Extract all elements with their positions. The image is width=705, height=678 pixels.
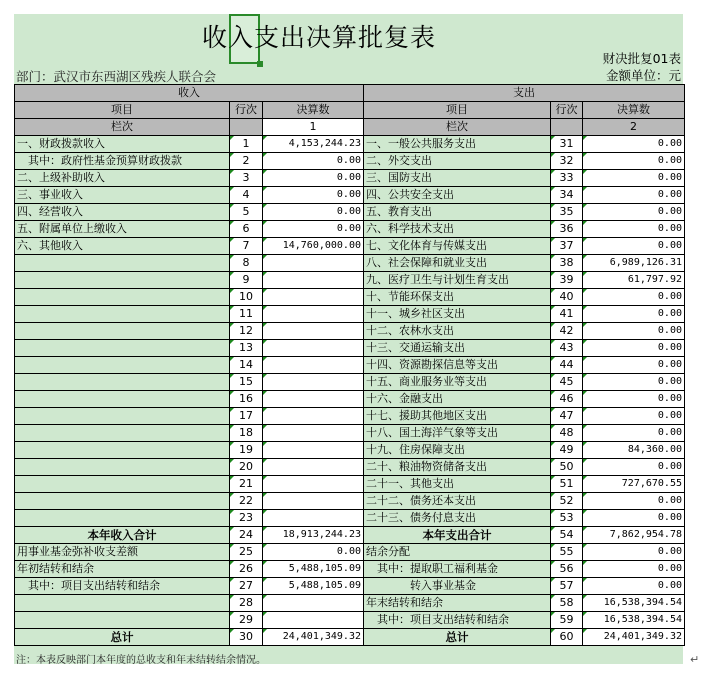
expense-amount-cell[interactable]: 0.00	[583, 374, 685, 391]
expense-rowno-cell[interactable]: 41	[551, 306, 583, 323]
expense-amount-cell[interactable]: 0.00	[583, 391, 685, 408]
income-item-cell[interactable]	[15, 306, 230, 323]
income-item-cell[interactable]: 其中：项目支出结转和结余	[15, 578, 230, 595]
return-mark: ↵	[690, 653, 700, 666]
income-amount-cell[interactable]	[263, 391, 364, 408]
income-item-cell[interactable]: 总计	[15, 629, 230, 646]
fill-handle[interactable]	[257, 61, 263, 67]
expense-amount-cell[interactable]: 0.00	[583, 561, 685, 578]
expense-item-cell[interactable]: 十三、交通运输支出	[364, 340, 551, 357]
table-row	[15, 323, 685, 340]
expense-rowno-cell[interactable]: 43	[551, 340, 583, 357]
income-amount-cell[interactable]: 0.00	[263, 544, 364, 561]
income-amount-cell[interactable]	[263, 459, 364, 476]
expense-amount-cell[interactable]: 0.00	[583, 425, 685, 442]
income-column-label: 栏次	[15, 119, 230, 136]
table-row	[15, 493, 685, 510]
income-amount-cell[interactable]	[263, 255, 364, 272]
income-item-cell[interactable]	[15, 374, 230, 391]
income-amount-cell[interactable]	[263, 476, 364, 493]
income-rowno-cell[interactable]: 13	[230, 340, 263, 357]
income-rowno-cell[interactable]: 12	[230, 323, 263, 340]
expense-rowno-cell[interactable]: 46	[551, 391, 583, 408]
expense-item-cell[interactable]: 六、科学技术支出	[364, 221, 551, 238]
table-row	[15, 476, 685, 493]
expense-rowno-cell[interactable]: 54	[551, 527, 583, 544]
expense-rowno-cell[interactable]: 36	[551, 221, 583, 238]
expense-amount-cell[interactable]: 0.00	[583, 510, 685, 527]
expense-item-cell[interactable]: 十七、援助其他地区支出	[364, 408, 551, 425]
expense-amount-cell[interactable]: 24,401,349.32	[583, 629, 685, 646]
expense-amount-cell[interactable]: 0.00	[583, 204, 685, 221]
income-amount-cell[interactable]: 0.00	[263, 187, 364, 204]
expense-item-cell[interactable]: 八、社会保障和就业支出	[364, 255, 551, 272]
income-amount-cell[interactable]	[263, 510, 364, 527]
report-title: 收入支出决算批复表	[202, 23, 437, 52]
expense-section-header: 支出	[364, 85, 685, 102]
income-amount-cell[interactable]	[263, 612, 364, 629]
expense-amount-cell[interactable]: 0.00	[583, 408, 685, 425]
expense-rowno-cell[interactable]: 40	[551, 289, 583, 306]
table-row	[15, 612, 685, 629]
income-rowno-cell[interactable]: 26	[230, 561, 263, 578]
income-rowno-cell[interactable]: 22	[230, 493, 263, 510]
income-amount-cell[interactable]	[263, 323, 364, 340]
table-row	[15, 527, 685, 544]
amount-unit: 金额单位：元	[605, 68, 681, 83]
expense-amount-cell[interactable]: 0.00	[583, 289, 685, 306]
expense-rowno-cell[interactable]: 33	[551, 170, 583, 187]
income-rowno-cell[interactable]: 2	[230, 153, 263, 170]
table-row	[15, 221, 685, 238]
income-rowno-cell[interactable]: 5	[230, 204, 263, 221]
table-row	[15, 289, 685, 306]
income-item-cell[interactable]	[15, 340, 230, 357]
table-row	[15, 204, 685, 221]
income-item-cell[interactable]: 用事业基金弥补收支差额	[15, 544, 230, 561]
expense-item-cell[interactable]: 九、医疗卫生与计划生育支出	[364, 272, 551, 289]
table-row	[15, 510, 685, 527]
budget-table	[14, 84, 685, 646]
income-amount-cell[interactable]	[263, 493, 364, 510]
expense-item-cell[interactable]: 本年支出合计	[364, 527, 551, 544]
expense-item-cell[interactable]: 十八、国土海洋气象等支出	[364, 425, 551, 442]
expense-rowno-cell[interactable]: 45	[551, 374, 583, 391]
column-index-row	[15, 119, 685, 136]
expense-amount-cell[interactable]: 7,862,954.78	[583, 527, 685, 544]
expense-item-cell[interactable]: 十二、农林水支出	[364, 323, 551, 340]
expense-rowno-cell[interactable]: 47	[551, 408, 583, 425]
income-rowno-cell[interactable]: 28	[230, 595, 263, 612]
income-item-cell[interactable]	[15, 272, 230, 289]
income-rowno-header: 行次	[230, 102, 263, 119]
expense-item-header: 项目	[364, 102, 551, 119]
table-row	[15, 629, 685, 646]
expense-rowno-cell[interactable]: 57	[551, 578, 583, 595]
income-item-cell[interactable]: 五、附属单位上缴收入	[15, 221, 230, 238]
income-rowno-cell[interactable]: 25	[230, 544, 263, 561]
income-item-cell[interactable]	[15, 612, 230, 629]
income-amount-cell[interactable]	[263, 306, 364, 323]
income-item-cell[interactable]	[15, 408, 230, 425]
expense-rowno-cell[interactable]: 58	[551, 595, 583, 612]
expense-rowno-cell[interactable]: 55	[551, 544, 583, 561]
income-rowno-cell[interactable]: 10	[230, 289, 263, 306]
expense-amount-cell[interactable]: 0.00	[583, 357, 685, 374]
expense-item-cell[interactable]: 三、国防支出	[364, 170, 551, 187]
expense-item-cell[interactable]: 十五、商业服务业等支出	[364, 374, 551, 391]
expense-item-cell[interactable]: 结余分配	[364, 544, 551, 561]
income-amount-cell[interactable]: 5,488,105.09	[263, 578, 364, 595]
income-amount-cell[interactable]	[263, 595, 364, 612]
table-row	[15, 561, 685, 578]
income-column-blank	[230, 119, 263, 136]
expense-column-label: 栏次	[364, 119, 551, 136]
income-amount-cell[interactable]: 14,760,000.00	[263, 238, 364, 255]
table-row	[15, 170, 685, 187]
income-rowno-cell[interactable]: 11	[230, 306, 263, 323]
expense-rowno-cell[interactable]: 35	[551, 204, 583, 221]
income-rowno-cell[interactable]: 18	[230, 425, 263, 442]
income-amount-cell[interactable]	[263, 340, 364, 357]
income-rowno-cell[interactable]: 19	[230, 442, 263, 459]
table-row	[15, 255, 685, 272]
expense-rowno-cell[interactable]: 31	[551, 136, 583, 153]
income-amount-cell[interactable]	[263, 289, 364, 306]
expense-rowno-cell[interactable]: 39	[551, 272, 583, 289]
table-row	[15, 578, 685, 595]
expense-rowno-header: 行次	[551, 102, 583, 119]
income-rowno-cell[interactable]: 30	[230, 629, 263, 646]
expense-amount-cell[interactable]: 16,538,394.54	[583, 612, 685, 629]
table-row	[15, 442, 685, 459]
income-section-header: 收入	[15, 85, 364, 102]
income-amount-cell[interactable]	[263, 374, 364, 391]
table-row	[15, 391, 685, 408]
expense-rowno-cell[interactable]: 52	[551, 493, 583, 510]
income-rowno-cell[interactable]: 8	[230, 255, 263, 272]
income-amount-cell[interactable]	[263, 357, 364, 374]
expense-item-cell[interactable]: 其中：提取职工福利基金	[364, 561, 551, 578]
expense-amount-cell[interactable]: 0.00	[583, 170, 685, 187]
table-row	[15, 374, 685, 391]
expense-item-cell[interactable]: 十四、资源勘探信息等支出	[364, 357, 551, 374]
income-rowno-cell[interactable]: 21	[230, 476, 263, 493]
table-row	[15, 187, 685, 204]
expense-item-cell[interactable]: 二十二、债务还本支出	[364, 493, 551, 510]
expense-amount-cell[interactable]: 61,797.92	[583, 272, 685, 289]
expense-amount-cell[interactable]: 0.00	[583, 221, 685, 238]
income-amount-cell[interactable]: 0.00	[263, 204, 364, 221]
table-row	[15, 425, 685, 442]
expense-rowno-cell[interactable]: 60	[551, 629, 583, 646]
income-item-cell[interactable]: 二、上级补助收入	[15, 170, 230, 187]
expense-item-cell[interactable]: 十九、住房保障支出	[364, 442, 551, 459]
table-row	[15, 238, 685, 255]
expense-rowno-cell[interactable]: 38	[551, 255, 583, 272]
expense-item-cell[interactable]: 二十、粮油物资储备支出	[364, 459, 551, 476]
table-row	[15, 459, 685, 476]
income-rowno-cell[interactable]: 3	[230, 170, 263, 187]
expense-item-cell[interactable]: 十六、金融支出	[364, 391, 551, 408]
income-item-cell[interactable]	[15, 289, 230, 306]
expense-rowno-cell[interactable]: 32	[551, 153, 583, 170]
income-rowno-cell[interactable]: 23	[230, 510, 263, 527]
income-item-cell[interactable]	[15, 357, 230, 374]
table-row	[15, 544, 685, 561]
expense-rowno-cell[interactable]: 34	[551, 187, 583, 204]
expense-amount-cell[interactable]: 0.00	[583, 187, 685, 204]
expense-rowno-cell[interactable]: 53	[551, 510, 583, 527]
expense-amount-cell[interactable]: 0.00	[583, 544, 685, 561]
income-rowno-cell[interactable]: 9	[230, 272, 263, 289]
expense-item-cell[interactable]: 转入事业基金	[364, 578, 551, 595]
expense-item-cell[interactable]: 一、一般公共服务支出	[364, 136, 551, 153]
expense-item-cell[interactable]: 二十一、其他支出	[364, 476, 551, 493]
department-label: 部门：武汉市东西湖区残疾人联合会	[16, 69, 217, 84]
expense-column-number: 2	[583, 119, 685, 136]
table-row	[15, 595, 685, 612]
expense-amount-cell[interactable]: 16,538,394.54	[583, 595, 685, 612]
income-item-cell[interactable]	[15, 391, 230, 408]
form-code: 财决批复01表	[602, 51, 681, 66]
expense-item-cell[interactable]: 年末结转和结余	[364, 595, 551, 612]
expense-rowno-cell[interactable]: 59	[551, 612, 583, 629]
expense-item-cell[interactable]: 七、文化体育与传媒支出	[364, 238, 551, 255]
income-item-cell[interactable]: 本年收入合计	[15, 527, 230, 544]
income-amount-header: 决算数	[263, 102, 364, 119]
income-item-cell[interactable]: 其中：政府性基金预算财政拨款	[15, 153, 230, 170]
expense-item-cell[interactable]: 二、外交支出	[364, 153, 551, 170]
expense-item-cell[interactable]: 四、公共安全支出	[364, 187, 551, 204]
income-item-cell[interactable]	[15, 425, 230, 442]
expense-amount-cell[interactable]: 727,670.55	[583, 476, 685, 493]
income-item-cell[interactable]	[15, 493, 230, 510]
income-rowno-cell[interactable]: 15	[230, 374, 263, 391]
income-amount-cell[interactable]: 18,913,244.23	[263, 527, 364, 544]
income-amount-cell[interactable]: 0.00	[263, 170, 364, 187]
expense-amount-cell[interactable]: 0.00	[583, 493, 685, 510]
table-row	[15, 153, 685, 170]
income-rowno-cell[interactable]: 17	[230, 408, 263, 425]
expense-rowno-cell[interactable]: 50	[551, 459, 583, 476]
expense-amount-cell[interactable]: 0.00	[583, 340, 685, 357]
income-rowno-cell[interactable]: 6	[230, 221, 263, 238]
expense-rowno-cell[interactable]: 37	[551, 238, 583, 255]
income-item-cell[interactable]	[15, 595, 230, 612]
income-item-cell[interactable]	[15, 442, 230, 459]
section-header-row	[15, 85, 685, 102]
income-item-cell[interactable]	[15, 510, 230, 527]
income-item-header: 项目	[15, 102, 230, 119]
expense-item-cell[interactable]: 十一、城乡社区支出	[364, 306, 551, 323]
expense-rowno-cell[interactable]: 42	[551, 323, 583, 340]
income-item-cell[interactable]: 年初结转和结余	[15, 561, 230, 578]
income-item-cell[interactable]: 六、其他收入	[15, 238, 230, 255]
expense-column-blank	[551, 119, 583, 136]
income-amount-cell[interactable]: 4,153,244.23	[263, 136, 364, 153]
table-row	[15, 340, 685, 357]
expense-rowno-cell[interactable]: 44	[551, 357, 583, 374]
income-amount-cell[interactable]: 0.00	[263, 221, 364, 238]
expense-rowno-cell[interactable]: 49	[551, 442, 583, 459]
income-amount-cell[interactable]: 5,488,105.09	[263, 561, 364, 578]
expense-amount-cell[interactable]: 0.00	[583, 323, 685, 340]
income-rowno-cell[interactable]: 14	[230, 357, 263, 374]
income-item-cell[interactable]: 一、财政拨款收入	[15, 136, 230, 153]
income-amount-cell[interactable]: 24,401,349.32	[263, 629, 364, 646]
income-item-cell[interactable]: 四、经营收入	[15, 204, 230, 221]
expense-item-cell[interactable]: 其中：项目支出结转和结余	[364, 612, 551, 629]
expense-amount-cell[interactable]: 6,989,126.31	[583, 255, 685, 272]
income-rowno-cell[interactable]: 29	[230, 612, 263, 629]
income-item-cell[interactable]	[15, 459, 230, 476]
expense-amount-cell[interactable]: 0.00	[583, 306, 685, 323]
income-column-number[interactable]: 1	[263, 119, 364, 136]
expense-item-cell[interactable]: 总计	[364, 629, 551, 646]
expense-item-cell[interactable]: 十、节能环保支出	[364, 289, 551, 306]
expense-amount-cell[interactable]: 0.00	[583, 459, 685, 476]
table-row	[15, 306, 685, 323]
income-item-cell[interactable]	[15, 476, 230, 493]
expense-item-cell[interactable]: 二十三、债务付息支出	[364, 510, 551, 527]
income-amount-cell[interactable]	[263, 272, 364, 289]
column-header-row	[15, 102, 685, 119]
income-rowno-cell[interactable]: 24	[230, 527, 263, 544]
expense-amount-cell[interactable]: 0.00	[583, 136, 685, 153]
income-rowno-cell[interactable]: 4	[230, 187, 263, 204]
income-amount-cell[interactable]	[263, 442, 364, 459]
table-row	[15, 408, 685, 425]
income-amount-cell[interactable]	[263, 425, 364, 442]
expense-rowno-cell[interactable]: 56	[551, 561, 583, 578]
expense-amount-cell[interactable]: 84,360.00	[583, 442, 685, 459]
expense-amount-cell[interactable]: 0.00	[583, 578, 685, 595]
income-rowno-cell[interactable]: 7	[230, 238, 263, 255]
table-row	[15, 136, 685, 153]
expense-rowno-cell[interactable]: 48	[551, 425, 583, 442]
income-amount-cell[interactable]	[263, 408, 364, 425]
table-row	[15, 357, 685, 374]
income-rowno-cell[interactable]: 27	[230, 578, 263, 595]
expense-amount-cell[interactable]: 0.00	[583, 238, 685, 255]
income-rowno-cell[interactable]: 20	[230, 459, 263, 476]
expense-amount-cell[interactable]: 0.00	[583, 153, 685, 170]
income-item-cell[interactable]	[15, 323, 230, 340]
income-amount-cell[interactable]: 0.00	[263, 153, 364, 170]
income-rowno-cell[interactable]: 1	[230, 136, 263, 153]
income-rowno-cell[interactable]: 16	[230, 391, 263, 408]
income-item-cell[interactable]	[15, 255, 230, 272]
expense-rowno-cell[interactable]: 51	[551, 476, 583, 493]
table-row	[15, 272, 685, 289]
expense-amount-header: 决算数	[583, 102, 685, 119]
income-item-cell[interactable]: 三、事业收入	[15, 187, 230, 204]
expense-item-cell[interactable]: 五、教育支出	[364, 204, 551, 221]
footnote: 注：本表反映部门本年度的总收支和年末结转结余情况。	[16, 655, 266, 666]
